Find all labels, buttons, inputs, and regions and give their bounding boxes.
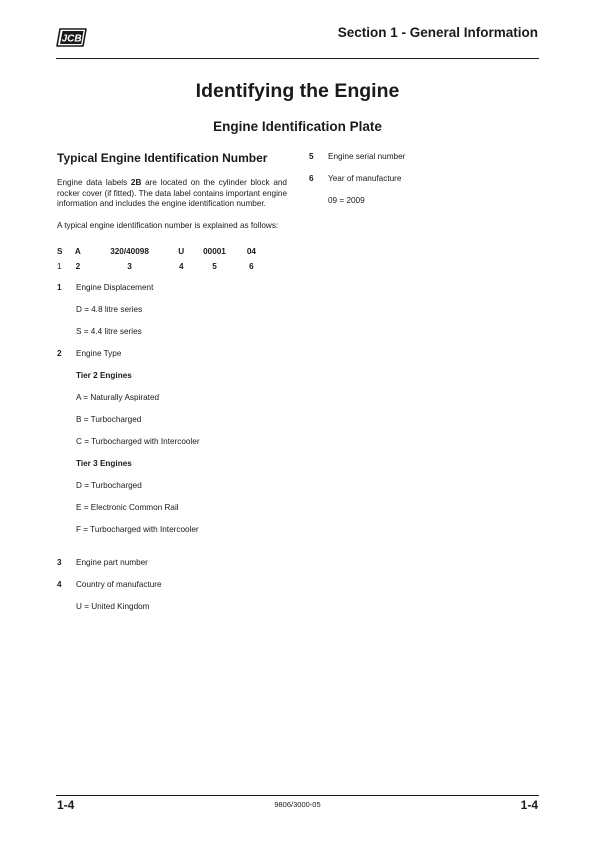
page-number-right: 1-4 <box>520 798 538 812</box>
item-label: Year of manufacture <box>328 173 402 183</box>
jcb-logo <box>56 28 87 47</box>
item-label: Engine part number <box>76 558 148 568</box>
item-label: Engine Displacement <box>76 283 154 293</box>
index-cell: 6 <box>249 262 254 272</box>
intro-paragraph <box>57 178 287 210</box>
code-cell: 04 <box>246 247 256 257</box>
code-cell: U <box>178 247 185 257</box>
footer-rule <box>56 795 539 796</box>
list-item-5 <box>309 152 539 163</box>
item-number: 5 <box>309 152 314 161</box>
index-cell: 5 <box>212 262 217 272</box>
code-row <box>57 244 262 259</box>
item-detail: A = Naturally Aspirated <box>76 393 160 403</box>
item-number: 4 <box>57 580 62 590</box>
left-column <box>57 151 287 624</box>
item-detail: C = Turbocharged with Intercooler <box>76 437 200 447</box>
right-column <box>309 152 539 218</box>
tier3-heading: Tier 3 Engines <box>76 459 132 469</box>
index-cell: 3 <box>127 262 132 272</box>
list-item-6 <box>309 174 539 185</box>
code-cell: S <box>57 247 63 257</box>
list-item-4 <box>57 580 287 591</box>
code-cell: 00001 <box>203 247 226 257</box>
logo-text: JCB <box>61 33 82 45</box>
item-number: 1 <box>57 283 62 293</box>
index-cell: 2 <box>75 262 81 272</box>
item-detail: F = Turbocharged with Intercooler <box>76 525 199 535</box>
intro-text-end: are located on the cylinder block and rocker cover (if fitted). The data label contains important engine information and includes the engine identification number. <box>57 178 287 209</box>
item-label: Engine Type <box>76 349 122 359</box>
sub-heading: Typical Engine Identification Number <box>57 151 268 165</box>
item-detail: D = 4.8 litre series <box>76 305 143 315</box>
item-number: 6 <box>309 173 314 183</box>
document-number: 9806/3000-05 <box>274 800 321 809</box>
list-item-2 <box>57 349 287 360</box>
index-cell: 4 <box>178 262 184 272</box>
spacer <box>57 547 287 558</box>
tier2-heading: Tier 2 Engines <box>76 371 132 381</box>
id-number-table <box>57 244 262 274</box>
item-label: Engine serial number <box>328 152 406 161</box>
code-cell: 320/40098 <box>110 247 149 257</box>
page-number-left: 1-4 <box>57 798 75 812</box>
intro-text-start: Engine data labels <box>57 178 131 187</box>
header-rule <box>56 58 539 59</box>
list-item-3 <box>57 558 287 569</box>
item-detail: B = Turbocharged <box>76 415 142 425</box>
list-item-1 <box>57 283 287 294</box>
item-detail: D = Turbocharged <box>76 481 142 491</box>
page-title: Identifying the Engine <box>195 80 400 102</box>
index-cell: 1 <box>57 262 62 272</box>
code-cell: A <box>74 247 81 257</box>
item-detail: E = Electronic Common Rail <box>76 503 179 513</box>
label-reference: 2B <box>130 178 142 187</box>
index-row <box>57 259 262 274</box>
explain-paragraph: A typical engine identification number is explained as follows: <box>57 220 279 230</box>
section-title: Section 1 - General Information <box>337 25 538 40</box>
page-subtitle: Engine Identification Plate <box>213 119 382 134</box>
item-detail: S = 4.4 litre series <box>76 327 142 337</box>
item-number: 2 <box>57 349 62 359</box>
item-label: Country of manufacture <box>76 580 162 590</box>
item-number: 3 <box>57 558 62 568</box>
item-detail: 09 = 2009 <box>328 195 365 205</box>
item-detail: U = United Kingdom <box>76 602 150 612</box>
